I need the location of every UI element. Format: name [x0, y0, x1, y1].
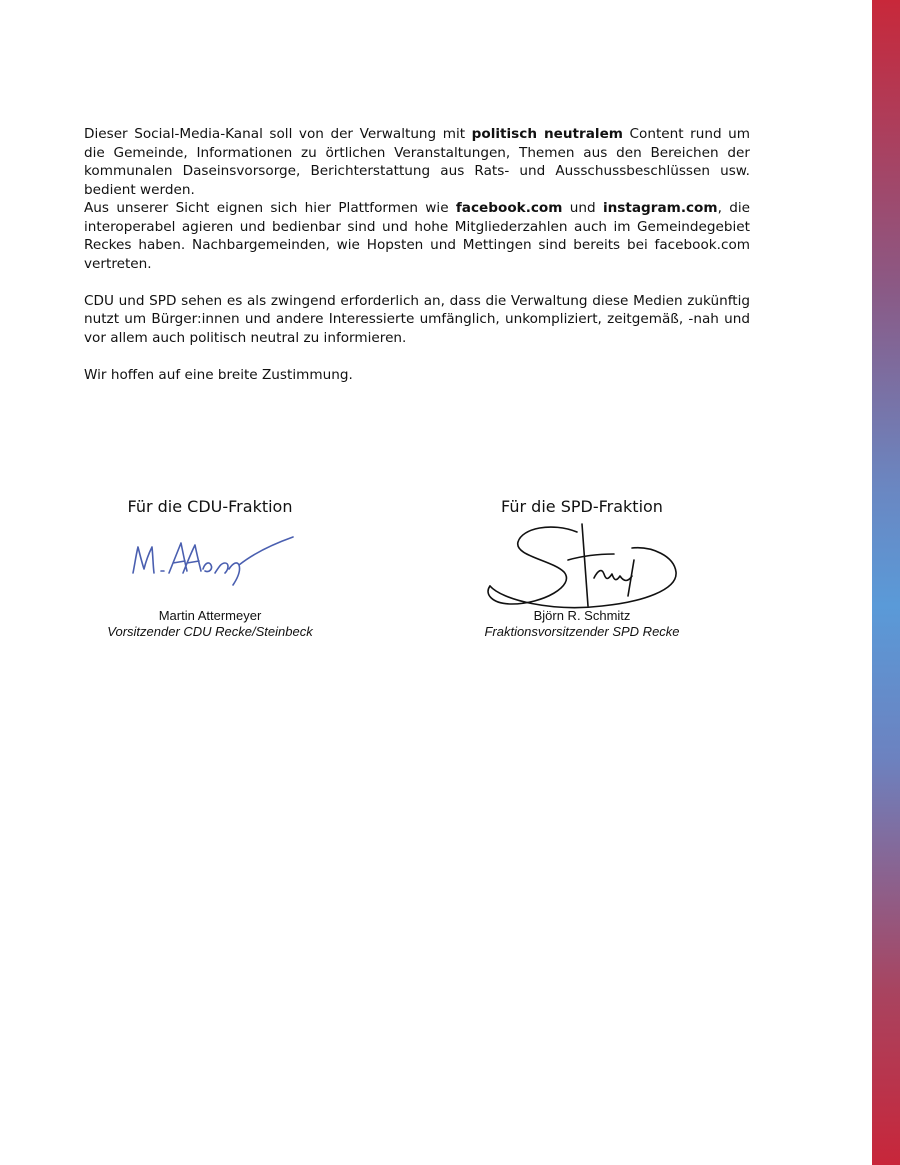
paragraph-content-description: Dieser Social-Media-Kanal soll von der Verwaltung mit politisch neutralem Content rund um die Gemeinde, Informationen zu örtlichen Veranstaltungen, Themen aus den Bereichen der kommunalen Daseinsvorsorge, Berichterstattung aus Rats- und Ausschussbeschlüssen usw. bedient werden. [84, 126, 751, 198]
paragraph-requirement: CDU und SPD sehen es als zwingend erforderlich an, dass die Verwaltung diese Medien zukünftig nutzt um Bürger:innen und andere Interessierte umfänglich, unkompliziert, zeitgemäß, -nah und vor allem auch politisch neutral zu informieren. [84, 292, 750, 346]
paragraph-closing: Wir hoffen auf eine breite Zustimmung. [84, 366, 353, 383]
bold-instagram: instagram.com [602, 200, 718, 216]
signature-block-spd [432, 497, 732, 517]
signer-name-cdu: Martin Attermeyer [158, 608, 262, 623]
signer-block-spd [432, 608, 732, 640]
signer-role-spd: Fraktionsvorsitzender SPD Recke [484, 624, 680, 639]
decorative-side-stripe [872, 0, 900, 1165]
handwritten-signature-spd [482, 520, 687, 615]
letter-body [84, 125, 750, 384]
fraction-label-spd: Für die SPD-Fraktion [501, 497, 663, 516]
bold-politisch-neutralem: politisch neutralem [471, 126, 623, 142]
signer-role-cdu: Vorsitzender CDU Recke/Steinbeck [107, 624, 313, 639]
signer-name-spd: Björn R. Schmitz [533, 608, 631, 623]
signer-block-cdu [60, 608, 360, 640]
fraction-label-cdu: Für die CDU-Fraktion [127, 497, 293, 516]
signature-block-cdu [60, 497, 360, 517]
handwritten-signature-cdu [125, 533, 305, 591]
bold-facebook: facebook.com [455, 200, 563, 216]
paragraph-platforms: Aus unserer Sicht eignen sich hier Plattformen wie facebook.com und instagram.com, die interoperabel agieren und bedienbar sind und hohe Mitgliederzahlen auch im Gemeindegebiet Reckes haben. Nachbargemeinden, wie Hopsten und Mettingen sind bereits bei facebook.com vertreten. [84, 200, 750, 272]
